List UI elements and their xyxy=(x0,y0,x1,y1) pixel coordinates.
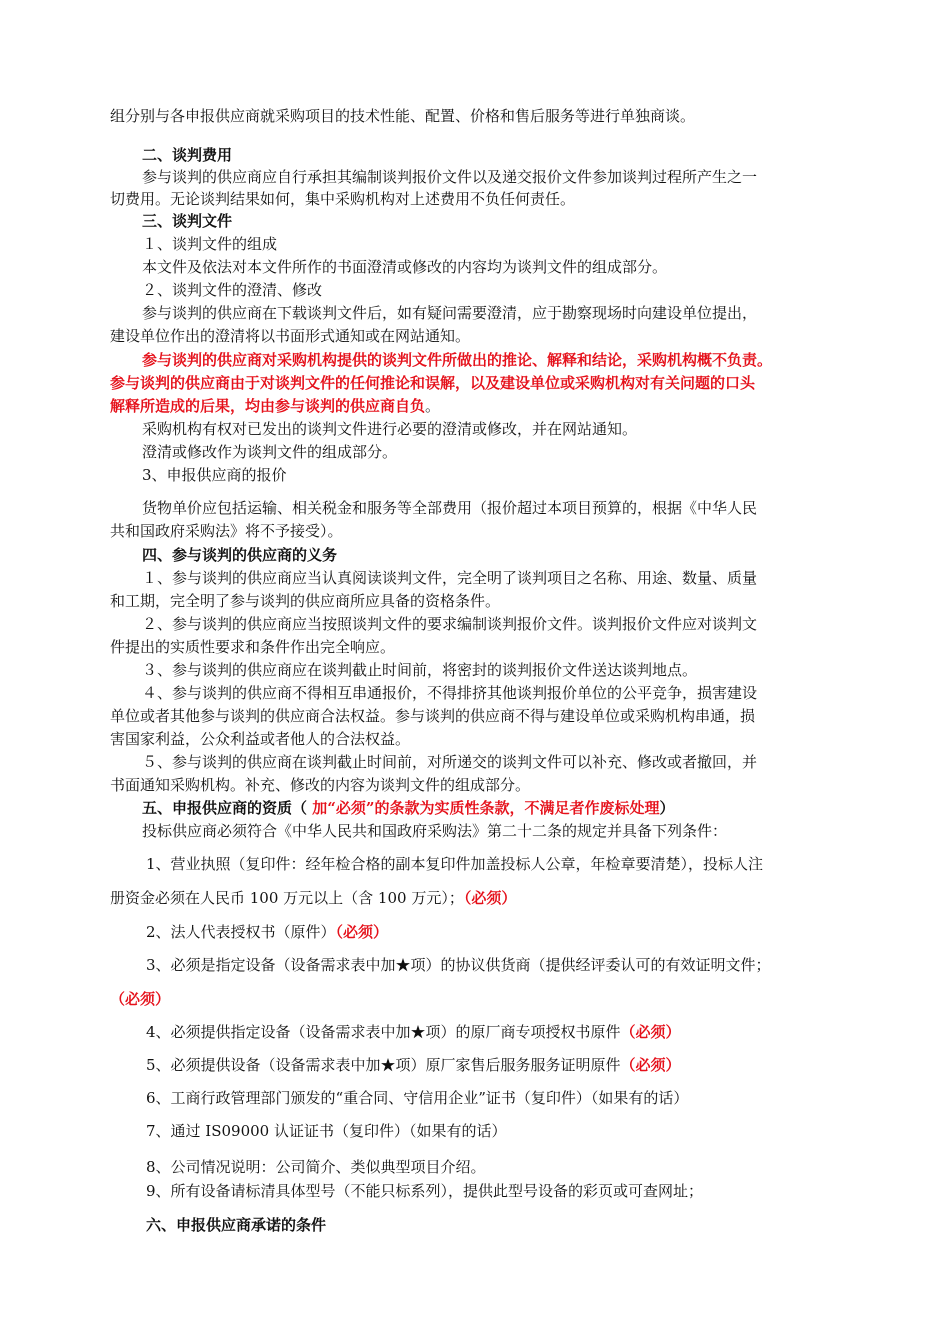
list-item: 1、营业执照（复印件：经年检合格的副本复印件加盖投标人公章，年检章要清楚），投标人注 xyxy=(146,855,764,873)
paragraph-line: ４、参与谈判的供应商不得相互串通报价，不得排挤其他谈判报价单位的公平竞争，损害建设 xyxy=(142,684,758,702)
paragraph-line: 单位或者其他参与谈判的供应商合法权益。参与谈判的供应商不得与建设单位或采购机构串通，损 xyxy=(110,707,756,725)
list-item: 7、通过 IS09000 认证证书（复印件）（如果有的话） xyxy=(146,1122,507,1140)
section-heading-commitments: 六、申报供应商承诺的条件 xyxy=(146,1216,327,1234)
section-heading-documents: 三、谈判文件 xyxy=(142,212,233,230)
paragraph-line: ２、参与谈判的供应商应当按照谈判文件的要求编制谈判报价文件。谈判报价文件应对谈判文 xyxy=(142,615,758,633)
paragraph-line: ５、参与谈判的供应商在谈判截止时间前，对所递交的谈判文件可以补充、修改或者撤回，并 xyxy=(142,753,758,771)
must-tag: （必须） xyxy=(463,889,517,907)
red-notice-line xyxy=(110,396,842,416)
must-tag: （必须） xyxy=(620,1056,681,1074)
paragraph-line: 件提出的实质性要求和条件作出完全响应。 xyxy=(110,638,396,656)
paragraph-line: 投标供应商必须符合《中华人民共和国政府采购法》第二十二条的规定并具备下列条件： xyxy=(142,822,728,840)
item-text: 5、必须提供设备（设备需求表中加★项）原厂家售后服务服务证明原件 xyxy=(146,1056,621,1074)
paragraph-line: ３、参与谈判的供应商应在谈判截止时间前，将密封的谈判报价文件送达谈判地点。 xyxy=(142,661,698,679)
paragraph-line: 货物单价应包括运输、相关税金和服务等全部费用（报价超过本项目预算的，根据《中华人民 xyxy=(142,499,758,517)
section-heading-qualifications xyxy=(142,798,842,818)
paragraph-line: 组分别与各申报供应商就采购项目的技术性能、配置、价格和售后服务等进行单独商谈。 xyxy=(110,107,696,125)
item-text: 4、必须提供指定设备（设备需求表中加★项）的原厂商专项授权书原件 xyxy=(146,1023,621,1041)
must-tag: （必须） xyxy=(335,923,389,941)
must-tag: （必须） xyxy=(110,990,171,1008)
paragraph-line: 采购机构有权对已发出的谈判文件进行必要的澄清或修改，并在网站通知。 xyxy=(142,420,638,438)
paragraph-line: 参与谈判的供应商在下载谈判文件后，如有疑问需要澄清，应于勘察现场时向建设单位提出， xyxy=(142,304,758,322)
paragraph-line: 参与谈判的供应商应自行承担其编制谈判报价文件以及递交报价文件参加谈判过程所产生之一 xyxy=(142,168,758,186)
list-item: 6、工商行政管理部门颁发的“重合同、守信用企业”证书（复印件）（如果有的话） xyxy=(146,1089,689,1107)
paragraph-line: 害国家利益，公众利益或者他人的合法权益。 xyxy=(110,730,411,748)
section-heading-obligations: 四、参与谈判的供应商的义务 xyxy=(142,546,338,564)
paragraph-line: 澄清或修改作为谈判文件的组成部分。 xyxy=(142,443,398,461)
heading-text: 五、申报供应商的资质（ xyxy=(142,799,308,817)
paragraph-line: ２、谈判文件的澄清、修改 xyxy=(142,281,323,299)
list-item-continuation xyxy=(110,888,842,908)
paragraph-line: １、谈判文件的组成 xyxy=(142,235,278,253)
list-item xyxy=(146,1022,842,1042)
period: 。 xyxy=(425,397,441,415)
item-text: 册资金必须在人民币 100 万元以上（含 100 万元）； xyxy=(110,889,464,907)
paragraph-line: 建设单位作出的澄清将以书面形式通知或在网站通知。 xyxy=(110,327,471,345)
list-item: 3、必须是指定设备（设备需求表中加★项）的协议供货商（提供经评委认可的有效证明文件； xyxy=(146,956,771,974)
red-notice-line: 参与谈判的供应商对采购机构提供的谈判文件所做出的推论、解释和结论，采购机构概不负责。 xyxy=(142,351,773,369)
paragraph-line: 切费用。无论谈判结果如何，集中采购机构对上述费用不负任何责任。 xyxy=(110,190,576,208)
red-notice-text: 解释所造成的后果，均由参与谈判的供应商自负 xyxy=(110,397,426,415)
list-item: 9、所有设备请标清具体型号（不能只标系列），提供此型号设备的彩页或可查网址； xyxy=(146,1182,704,1200)
list-item xyxy=(146,1055,842,1075)
item-text: 2、法人代表授权书（原件） xyxy=(146,923,336,941)
red-notice-line: 参与谈判的供应商由于对谈判文件的任何推论和误解，以及建设单位或采购机构对有关问题的口头 xyxy=(110,374,756,392)
paragraph-line: １、参与谈判的供应商应当认真阅读谈判文件，完全明了谈判项目之名称、用途、数量、质量 xyxy=(142,569,758,587)
must-tag: （必须） xyxy=(620,1023,681,1041)
paragraph-line: 本文件及依法对本文件所作的书面澄清或修改的内容均为谈判文件的组成部分。 xyxy=(142,258,668,276)
paragraph-line: 和工期，完全明了参与谈判的供应商所应具备的资格条件。 xyxy=(110,592,501,610)
list-item xyxy=(146,922,842,942)
heading-close-paren: ） xyxy=(659,799,675,817)
paragraph-line: 书面通知采购机构。补充、修改的内容为谈判文件的组成部分。 xyxy=(110,776,531,794)
section-heading-fees: 二、谈判费用 xyxy=(142,146,233,164)
paragraph-line: 3、申报供应商的报价 xyxy=(142,466,287,484)
paragraph-line: 共和国政府采购法》将不予接受）。 xyxy=(110,522,343,540)
heading-red-note: 加“必须”的条款为实质性条款，不满足者作废标处理 xyxy=(307,799,660,817)
list-item: 8、公司情况说明：公司简介、类似典型项目介绍。 xyxy=(146,1158,486,1176)
